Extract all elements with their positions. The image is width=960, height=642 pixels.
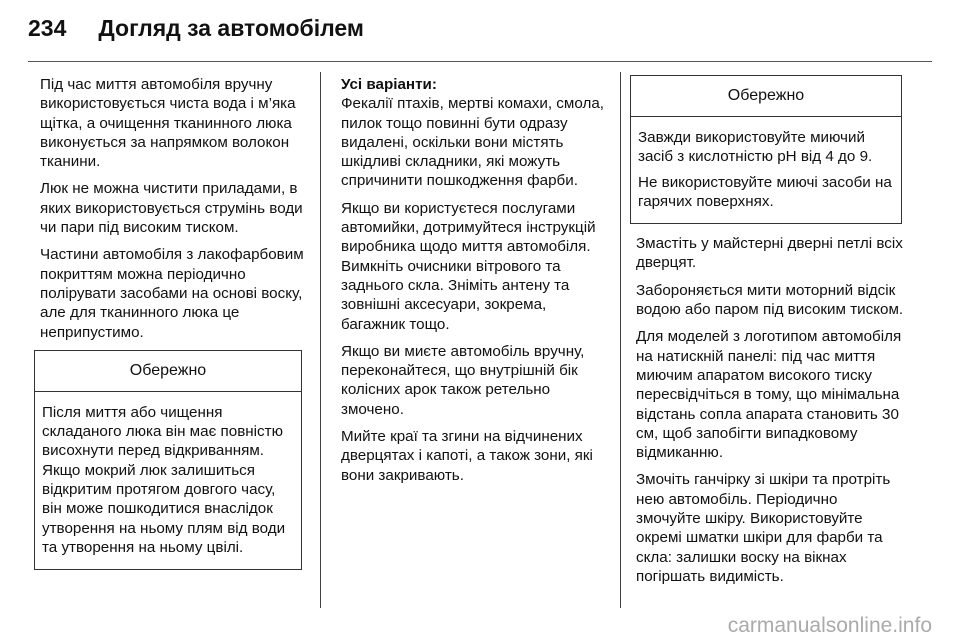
header-rule — [28, 61, 932, 62]
warning-title: Обережно — [631, 76, 901, 117]
middle-paragraph-2: Якщо ви користуєтеся послугами автомийки, дотримуйтеся інструкцій виробника щодо миття автомобіля. Вимкніть очисники вітрового та заднього скла. Зніміть антену та зовнішні аксесуари, зокрема, багажник тощо. — [341, 199, 596, 333]
middle-paragraph-4: Мийте краї та згини на відчинених дверцятах і капоті, а також зони, які вони закривають. — [341, 428, 593, 484]
page-header — [28, 8, 364, 48]
warning-body — [35, 392, 301, 569]
left-paragraph-1: Під час миття автомобіля вручну використовується чиста вода і м’яка щітка, а очищення тканинного люка виконується за напрямком волокон тканини. — [40, 76, 296, 171]
warning-box-right — [630, 75, 902, 224]
left-paragraph-2: Люк не можна чистити приладами, в яких використовується струмінь води чи пари під високим тиском. — [40, 180, 303, 237]
page-title: Догляд за автомобілем — [98, 15, 364, 41]
right-paragraph-3: Для моделей з логотипом автомобіля на натискній панелі: під час миття миючим апаратом високого тиску пересвідчіться в тому, що мінімальна відстань сопла апарата становить 30 см, щоб запобігти випадковому відмиканню. — [636, 328, 902, 462]
section-heading: Усі варіанти: — [341, 76, 437, 93]
warning-paragraph-1: Завжди використовуйте миючий засіб з кислотністю pH від 4 до 9. — [638, 129, 873, 166]
left-paragraph-3: Частини автомобіля з лакофарбовим покриттям можна періодично полірувати засобами на основі воску, але для тканинного люка це неприпустимо. — [40, 246, 304, 341]
warning-box-left — [34, 350, 302, 570]
middle-paragraph-1: Фекалії птахів, мертві комахи, смола, пилок тощо повинні бути одразу видалені, оскільки вони містять шкідливі складники, які можуть спричинити пошкодження фарби. — [341, 95, 604, 190]
right-paragraph-2: Забороняється мити моторний відсік водою або паром під високим тиском. — [636, 281, 904, 319]
column-divider — [320, 72, 321, 608]
right-paragraph-4: Змочіть ганчірку зі шкіри та протріть нею автомобіль. Періодично змочуйте шкіру. Використовуйте окремі шматки шкіри для фарби та скла: залишки воску на вікнах погіршать видимість. — [636, 471, 891, 585]
middle-paragraph-3: Якщо ви миєте автомобіль вручну, переконайтеся, що внутрішній бік колісних арок також ретельно змочено. — [341, 342, 585, 418]
column-divider — [620, 72, 621, 608]
warning-body — [631, 117, 901, 223]
warning-paragraph-2: Не використовуйте миючі засоби на гарячих поверхнях. — [638, 173, 892, 210]
watermark: carmanualsonline.info — [727, 614, 932, 637]
left-column — [40, 75, 306, 580]
warning-title: Обережно — [35, 351, 301, 392]
right-paragraph-1: Змастіть у майстерні дверні петлі всіх дверцят. — [636, 235, 903, 272]
middle-column — [341, 75, 611, 493]
page-number: 234 — [28, 15, 67, 41]
warning-text: Після миття або чищення складаного люка він має повністю висохнути перед відкриванням. Якщо мокрий люк залишиться відкритим протягом довгого часу, він може пошкодитися внаслідок утворення на ньому плям від води та утворення на ньому цвілі. — [42, 403, 286, 556]
right-column — [636, 75, 906, 594]
